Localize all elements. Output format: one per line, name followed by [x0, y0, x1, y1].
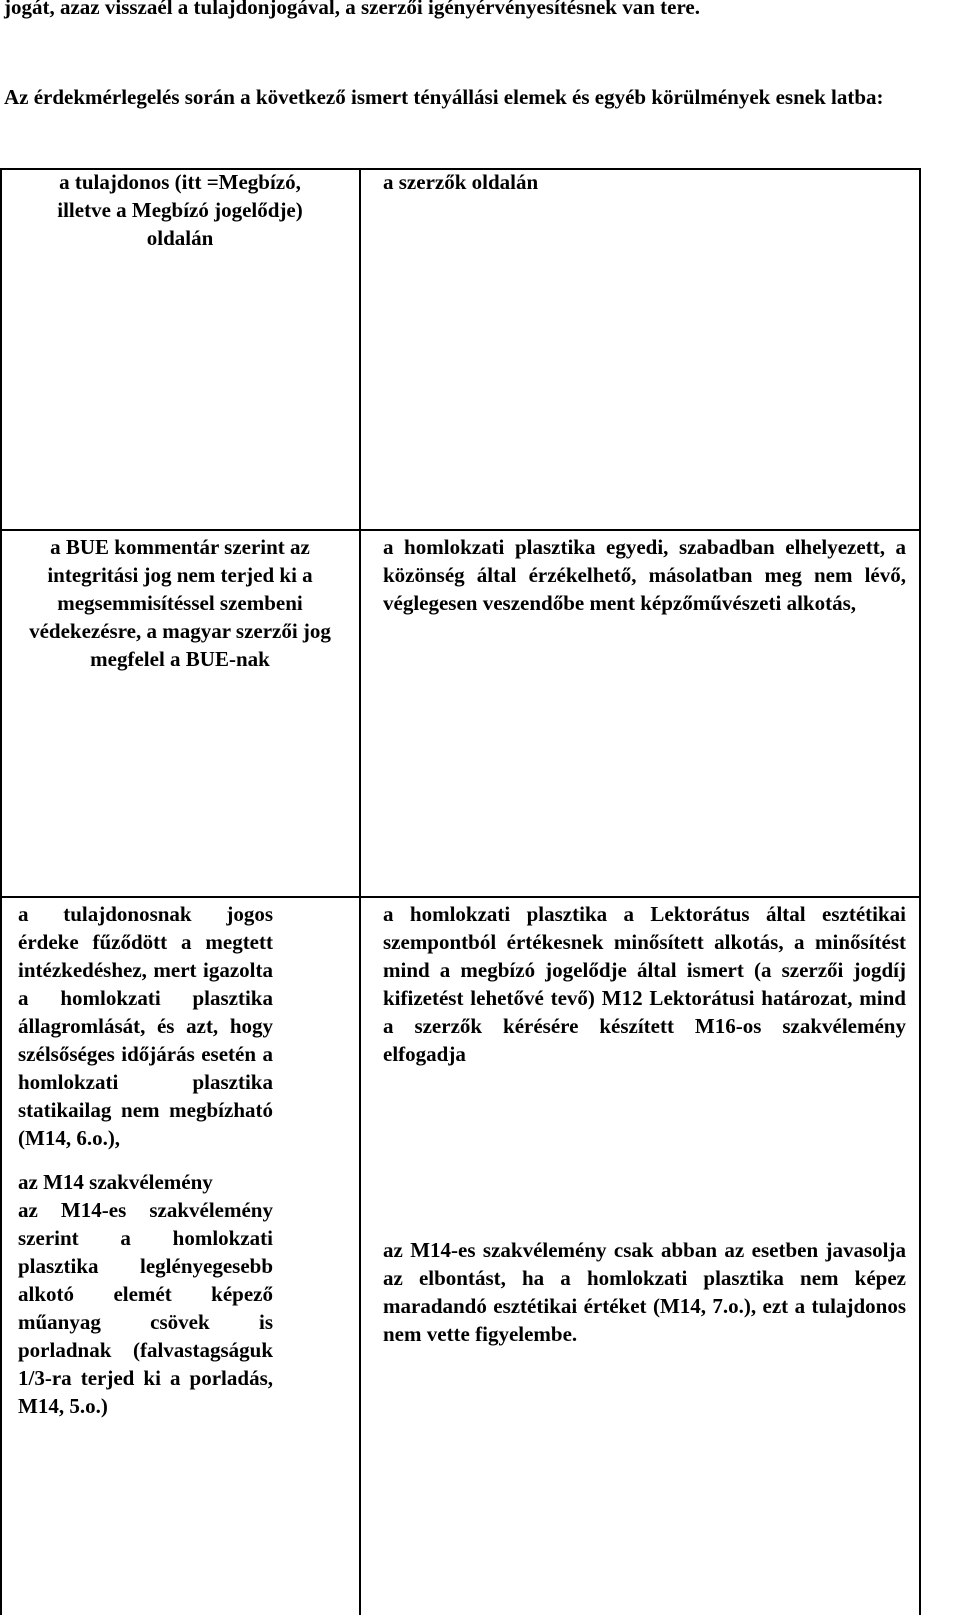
table-border-middle	[359, 168, 361, 1615]
row2-owner-text-b: az M14 szakvélemény	[18, 1170, 213, 1194]
header-owner-side-text: a tulajdonos (itt =Megbízó, illetve a Megbízó jogelődje) oldalán	[57, 170, 303, 250]
header-cell-owner-side	[30, 168, 330, 252]
table-border-right	[919, 168, 921, 1615]
header-cell-authors-side	[383, 168, 903, 196]
header-authors-side-text: a szerzők oldalán	[383, 170, 539, 194]
row2-authors-text-a: a homlokzati plasztika a Lektorátus által esztétikai szempontból értékesnek minősített alkotás, a minősítést mind a megbízó jogelődje által ismert (a szerzői jogdíj kifizetést lehetővé tevő) M12 Lektorátusi határozat, mind a szerzők kérésére készített M16-os szakvélemény elfogadja	[383, 902, 906, 1066]
row2-owner-text-a: a tulajdonosnak jogos érdeke fűződött a megtett intézkedéshez, mert igazolta a homlokzati plasztika állagromlását, és azt, hogy szélsőséges időjárás esetén a homlokzati plasztika statikailag nem megbízható (M14, 6.o.),	[18, 902, 273, 1150]
row2-authors-text-b: az M14-es szakvélemény csak abban az esetben javasolja az elbontást, ha a homlokzati plasztika nem képez maradandó esztétikai értéket (M14, 7.o.), ezt a tulajdonos nem vette figyelembe.	[383, 1238, 906, 1346]
row1-authors-side-text: a homlokzati plasztika egyedi, szabadban elhelyezett, a közönség által érzékelhető, másolatban meg nem lévő, véglegesen veszendőbe ment képzőművészeti alkotás,	[383, 535, 906, 615]
table-row-divider-1	[0, 529, 921, 531]
top-text-fragment: jogát, azaz visszaél a tulajdonjogával, a szerzői igényérvényesítésnek van tere.	[4, 0, 700, 19]
row1-cell-owner-side	[22, 533, 338, 673]
comparison-table	[0, 168, 923, 1615]
row2-owner-text-c: az M14-es szakvélemény szerint a homlokzati plasztika leglényegesebb alkotó elemét képező műanyag csövek is porladnak (falvastagságuk 1/3-ra terjed ki a porladás, M14, 5.o.)	[18, 1198, 273, 1418]
table-border-left	[0, 168, 2, 1615]
table-row-divider-2	[0, 896, 921, 898]
row1-cell-authors-side	[383, 533, 906, 617]
row1-owner-side-text: a BUE kommentár szerint az integritási jog nem terjed ki a megsemmisítéssel szembeni védekezésre, a magyar szerzői jog megfelel a BUE-nak	[29, 535, 331, 671]
row2-cell-authors-side	[383, 900, 906, 1348]
row2-cell-owner-side	[18, 900, 273, 1420]
intro-paragraph: Az érdekmérlegelés során a következő ismert tényállási elemek és egyéb körülmények esnek latba:	[4, 85, 884, 109]
